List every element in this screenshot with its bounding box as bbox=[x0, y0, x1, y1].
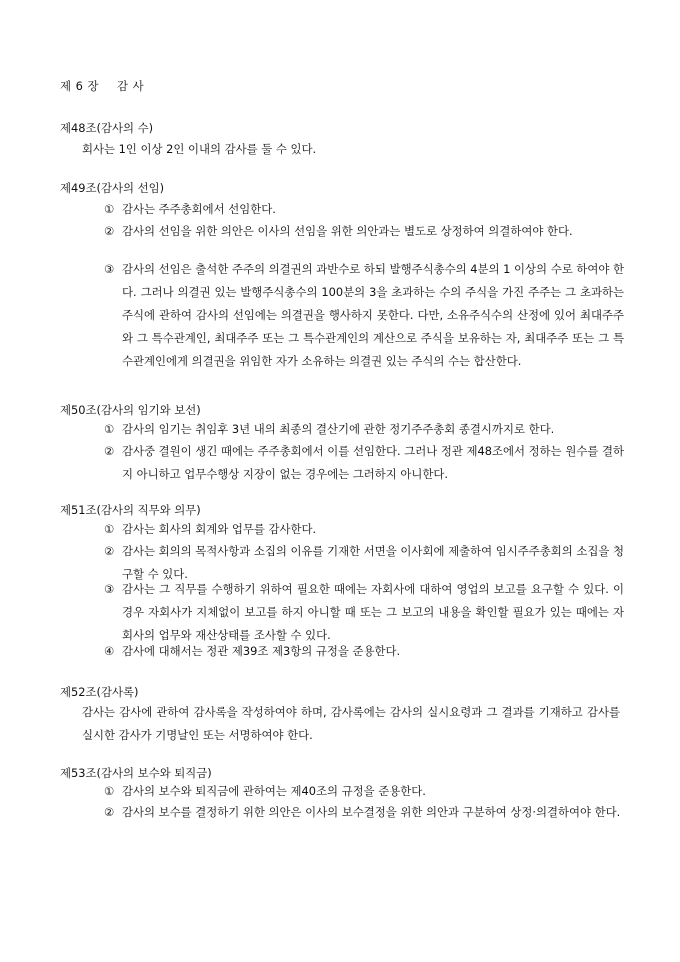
item-number: ① bbox=[104, 784, 115, 798]
article-49-item-3 bbox=[104, 258, 624, 373]
item-number: ① bbox=[104, 422, 115, 436]
item-number: ④ bbox=[104, 644, 115, 658]
item-text: 감사의 선임은 출석한 주주의 의결권의 과반수로 하되 발행주식총수의 4분의 1 이상의 수로 하여야 한다. 그러나 의결권 있는 발행주식총수의 100분의 3을 초과하는 수의 주식을 가진 주주는 그 초과하는 주식에 관하여 감사의 선임에는 의결권을 행사하지 못한다. 다만, 소유주식수의 산정에 있어 최대주주와 그 특수관계인, 최대주주 또는 그 특수관계인의 계산으로 주식을 보유하는 자, 최대주주 또는 그 특수관계인에게 의결권을 위임한 자가 소유하는 의결권 있는 주식의 수는 합산한다. bbox=[122, 262, 624, 368]
item-number: ② bbox=[104, 544, 115, 558]
item-text: 감사는 회사의 회계와 업무를 감사한다. bbox=[122, 522, 317, 536]
item-text: 감사의 임기는 취임후 3년 내의 최종의 결산기에 관한 정기주주총회 종결시까지로 한다. bbox=[122, 422, 555, 436]
article-50-item-1 bbox=[104, 418, 624, 441]
article-53-title: 제53조(감사의 보수와 퇴직금) bbox=[60, 766, 212, 780]
article-53-item-2 bbox=[104, 801, 624, 824]
article-49-title: 제49조(감사의 선임) bbox=[60, 181, 165, 195]
item-number: ③ bbox=[104, 262, 115, 276]
item-text: 감사중 결원이 생긴 때에는 주주총회에서 이를 선임한다. 그러나 정관 제48조에서 정하는 원수를 결하지 아니하고 업무수행상 지장이 없는 경우에는 그러하지 아니한다. bbox=[122, 444, 624, 481]
chapter-heading bbox=[60, 78, 144, 94]
article-49-item-2 bbox=[104, 220, 624, 243]
item-text: 감사의 선임을 위한 의안은 이사의 선임을 위한 의안과는 별도로 상정하여 의결하여야 한다. bbox=[122, 224, 573, 238]
article-51-title: 제51조(감사의 직무와 의무) bbox=[60, 503, 201, 517]
item-text: 감사는 주주총회에서 선임한다. bbox=[122, 202, 276, 216]
article-51-item-1 bbox=[104, 518, 624, 541]
article-51-item-3 bbox=[104, 578, 624, 647]
article-48-body: 회사는 1인 이상 2인 이내의 감사를 둘 수 있다. bbox=[82, 142, 317, 156]
item-number: ③ bbox=[104, 582, 115, 596]
item-text: 감사는 회의의 목적사항과 소집의 이유를 기재한 서면을 이사회에 제출하여 임시주주총회의 소집을 청구할 수 있다. bbox=[122, 544, 624, 581]
article-50-title: 제50조(감사의 임기와 보선) bbox=[60, 403, 201, 417]
item-number: ② bbox=[104, 444, 115, 458]
item-text: 감사는 그 직무를 수행하기 위하여 필요한 때에는 자회사에 대하여 영업의 보고를 요구할 수 있다. 이 경우 자회사가 지체없이 보고를 하지 아니할 때 또는 그 보고의 내용을 확인할 필요가 있는 때에는 자회사의 업무와 재산상태를 조사할 수 있다. bbox=[122, 582, 624, 642]
article-53-item-1 bbox=[104, 780, 624, 803]
article-48-title: 제48조(감사의 수) bbox=[60, 121, 154, 135]
item-text: 감사의 보수를 결정하기 위한 의안은 이사의 보수결정을 위한 의안과 구분하여 상정·의결하여야 한다. bbox=[122, 805, 621, 819]
article-50-item-2 bbox=[104, 440, 624, 486]
article-51-item-4 bbox=[104, 640, 624, 663]
article-52-body: 감사는 감사에 관하여 감사록을 작성하여야 하며, 감사록에는 감사의 실시요령과 그 결과를 기재하고 감사를 실시한 감사가 기명날인 또는 서명하여야 한다. bbox=[82, 705, 620, 742]
item-number: ① bbox=[104, 202, 115, 216]
item-number: ② bbox=[104, 224, 115, 238]
article-49-item-1 bbox=[104, 198, 624, 221]
article-52-title: 제52조(감사록) bbox=[60, 685, 139, 699]
item-text: 감사에 대해서는 정관 제39조 제3항의 규정을 준용한다. bbox=[122, 644, 401, 658]
chapter-number: 제 6 장 bbox=[60, 79, 99, 93]
item-text: 감사의 보수와 퇴직금에 관하여는 제40조의 규정을 준용한다. bbox=[122, 784, 426, 798]
item-number: ① bbox=[104, 522, 115, 536]
chapter-title: 감 사 bbox=[117, 79, 145, 93]
item-number: ② bbox=[104, 805, 115, 819]
